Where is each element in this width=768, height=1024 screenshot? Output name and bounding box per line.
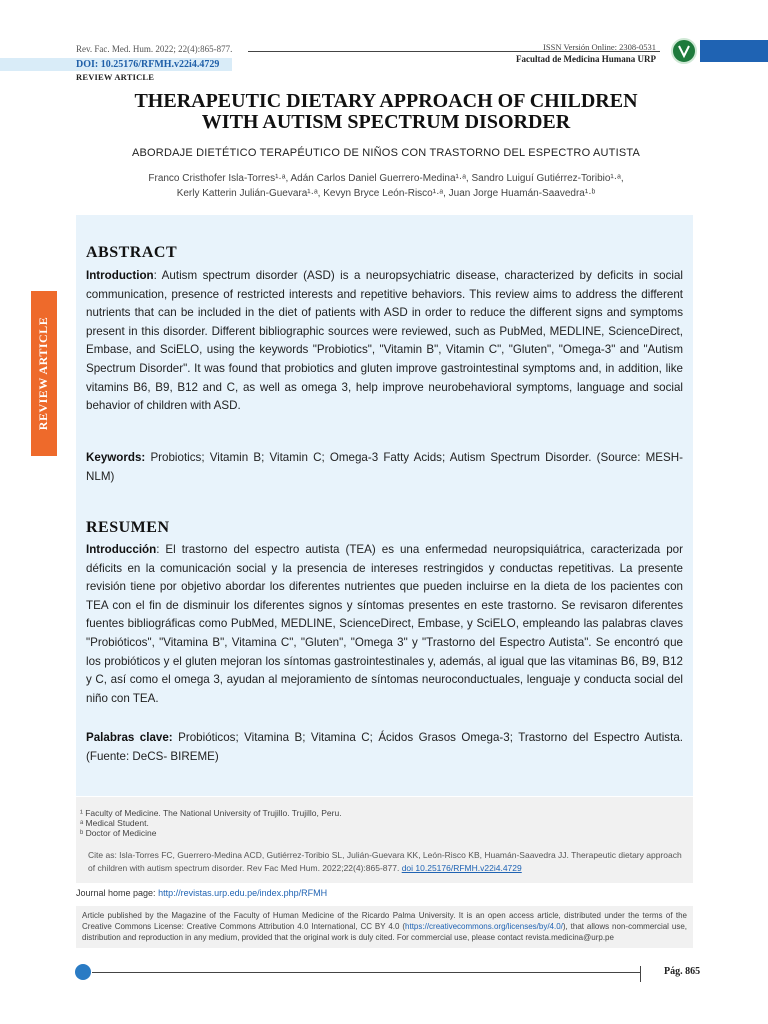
side-tab-label: REVIEW ARTICLE bbox=[36, 316, 51, 431]
license-link[interactable]: https://creativecommons.org/licenses/by/4.0/ bbox=[405, 922, 563, 931]
journal-home bbox=[76, 888, 327, 898]
footer-rule bbox=[92, 972, 640, 973]
author-list bbox=[100, 171, 672, 201]
footnote-1: ¹ Faculty of Medicine. The National University of Trujillo. Trujillo, Peru. bbox=[80, 808, 342, 818]
university-logo-icon bbox=[671, 38, 697, 64]
abstract-intro-label: Introduction bbox=[86, 269, 154, 282]
article-title bbox=[60, 91, 712, 133]
abstract-heading: ABSTRACT bbox=[86, 244, 178, 261]
license-text-2: ), that allows non-commercial use, distribution and reproduction in any medium, provided that the original work is duly cited. For commercial use, please contact revista.medicina@urp.pe bbox=[82, 922, 687, 942]
resumen-heading: RESUMEN bbox=[86, 519, 170, 536]
resumen-keywords-label: Palabras clave: bbox=[86, 731, 173, 744]
abstract-keywords bbox=[86, 449, 683, 486]
footer-divider bbox=[640, 966, 641, 982]
header-color-bar bbox=[700, 40, 768, 62]
abstract-keywords-label: Keywords: bbox=[86, 451, 146, 464]
article-type: REVIEW ARTICLE bbox=[76, 72, 155, 82]
faculty-name: Facultad de Medicina Humana URP bbox=[515, 54, 656, 64]
page-number: Pág. 865 bbox=[664, 966, 701, 977]
journal-citation: Rev. Fac. Med. Hum. 2022; 22(4):865-877. bbox=[76, 44, 233, 54]
title-line-2: WITH AUTISM SPECTRUM DISORDER bbox=[201, 111, 571, 133]
resumen-intro-text: : El trastorno del espectro autista (TEA) es una enfermedad neuropsiquiátrica, caracterizada por déficits en la comunicación social y la presencia de intereses restringidos y conductas repetitivas. La presente revisión tiene por objetivo abordar los diferentes nutrientes que pueden incluirse en la dieta de los pacientes con TEA con el fin de disminuir los diferentes signos y síntomas presentes en este trastorno. Se revisaron diferentes fuentes bibliográficas como PubMed, MEDLINE, ScienceDirect, Embase, y SciELO, empleando las palabras claves "Probióticos", "Vitamina B", Vitamina C", "Gluten", "Omega 3" y "Trastorno del Espectro Autista". Se encontró que los probióticos y el gluten mejoran los síntomas gastrointestinales y, además, al igual que las vitaminas B6, B9, B12 y C, así como el omega 3, ayudan al mejoramiento de síntomas neuroconductuales, lenguaje y conducta social del niño con TEA. bbox=[86, 543, 683, 705]
side-tab-label-wrap bbox=[31, 291, 57, 456]
cite-as bbox=[88, 849, 686, 875]
authors-line-2: Kerly Katterin Julián-Guevara¹·ᵃ, Kevyn Bryce León-Risco¹·ᵃ, Juan Jorge Huamán-Saavedra¹·ᵇ bbox=[176, 188, 596, 199]
title-line-1: THERAPEUTIC DIETARY APPROACH OF CHILDREN bbox=[134, 90, 638, 112]
journal-home-label: Journal home page: bbox=[76, 888, 159, 898]
resumen-intro bbox=[86, 541, 683, 708]
resumen-keywords bbox=[86, 729, 683, 766]
footer-logo-icon bbox=[75, 964, 91, 980]
article-subtitle: ABORDAJE DIETÉTICO TERAPÉUTICO DE NIÑOS CON TRASTORNO DEL ESPECTRO AUTISTA bbox=[131, 147, 641, 159]
license-text-1: Article published by the Magazine of the Faculty of Human Medicine of the Ricardo Palma University. It is an open access article, distributed under the terms of the Creative Commons License: Creative Commons Attribution 4.0 International, CC BY 4.0 ( bbox=[82, 911, 687, 931]
cite-doi-link[interactable]: doi 10.25176/RFMH.v22i4.4729 bbox=[401, 863, 522, 873]
doi-link[interactable]: DOI: 10.25176/RFMH.v22i4.4729 bbox=[76, 59, 220, 70]
cite-text: Cite as: Isla-Torres FC, Guerrero-Medina ACD, Gutiérrez-Toribio SL, Julián-Guevara KK, León-Risco KB, Huamán-Saavedra JJ. Therapeutic dietary approach of children with autism spectrum disorder. Rev Fac Med Hum. 2022;22(4):865-877. bbox=[88, 850, 682, 873]
abstract-intro bbox=[86, 267, 683, 416]
resumen-intro-label: Introducción bbox=[86, 543, 157, 556]
abstract-keywords-text: Probiotics; Vitamin B; Vitamin C; Omega-3 Fatty Acids; Autism Spectrum Disorder. (Source: MESH-NLM) bbox=[86, 451, 683, 483]
license-notice bbox=[82, 910, 687, 943]
abstract-intro-text: : Autism spectrum disorder (ASD) is a neuropsychiatric disease, characterized by deficits in social communication, presence of restricted interests and repetitive behaviors. This review aims to address the different nutrients that can be included in the diet of patients with ASD in order to reduce the different signs and symptoms present in this disorder. Different bibliographic sources were reviewed, such as PubMed, MEDLINE, ScienceDirect, Embase, and SciELO, using the keywords "Probiotics", "Vitamin B", Vitamin C", "Gluten", "Omega-3" and "Autism Spectrum Disorder". It was found that probiotics and gluten improve gastrointestinal symptoms and, in addition, like vitamins B6, B9, B12 and C, as well as omega 3, help improve neurobehavioral symptoms, language and social behavior of children with ASD. bbox=[86, 269, 683, 413]
journal-home-link[interactable]: http://revistas.urp.edu.pe/index.php/RFMH bbox=[158, 888, 328, 898]
resumen-keywords-text: Probióticos; Vitamina B; Vitamina C; Ácidos Grasos Omega-3; Trastorno del Espectro Autista. (Fuente: DeCS- BIREME) bbox=[86, 731, 683, 763]
issn-label: ISSN Versión Online: 2308-0531 bbox=[543, 42, 656, 52]
footnote-a: ᵃ Medical Student. bbox=[80, 818, 149, 828]
authors-line-1: Franco Cristhofer Isla-Torres¹·ᵃ, Adán Carlos Daniel Guerrero-Medina¹·ᵃ, Sandro Luiguí Gutiérrez-Toribio¹·ᵃ, bbox=[148, 173, 624, 184]
footnote-b: ᵇ Doctor of Medicine bbox=[80, 828, 157, 838]
